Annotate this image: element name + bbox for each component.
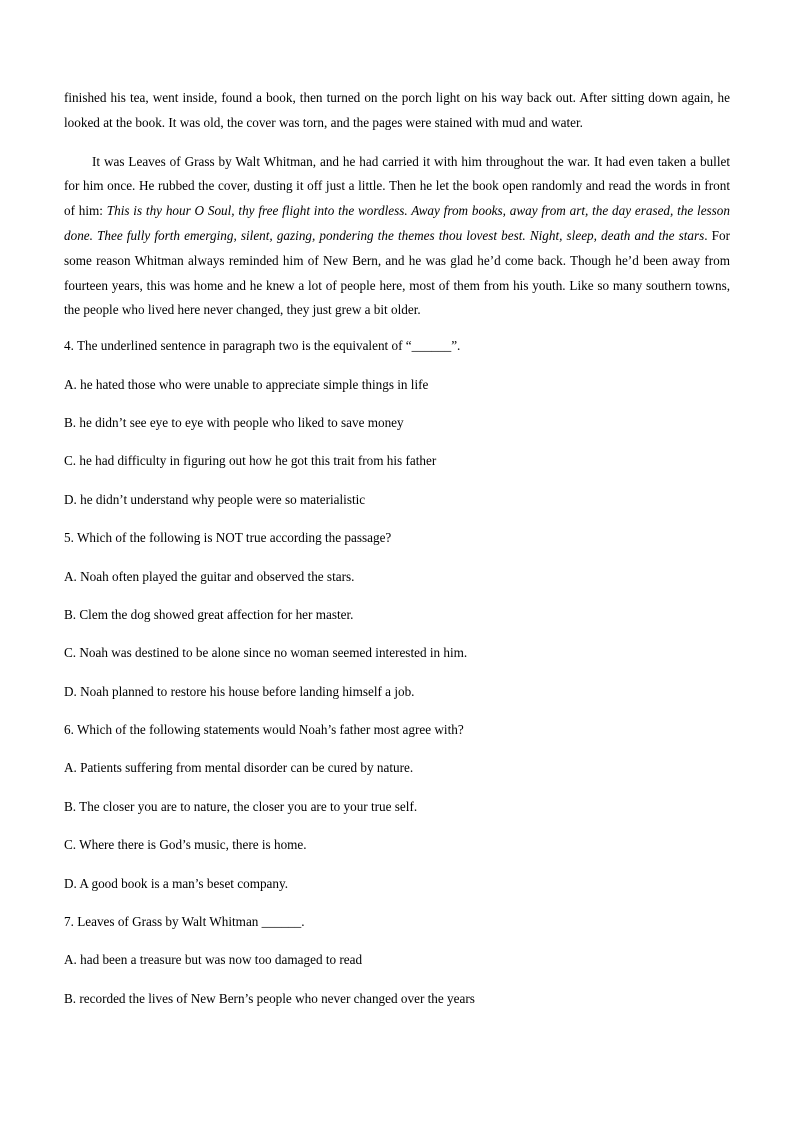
question-5-option-b: B. Clem the dog showed great affection for her master. xyxy=(64,606,354,622)
question-4-option-a: A. he hated those who were unable to appreciate simple things in life xyxy=(64,376,429,392)
passage-paragraph-1: finished his tea, went inside, found a book, then turned on the porch light on his way back out. After sitting down again, he looked at the book. It was old, the cover was torn, and the pages were stained with mud and water. xyxy=(64,90,730,130)
question-5-stem: 5. Which of the following is NOT true according the passage? xyxy=(64,530,392,546)
paragraph-2-text-end: . For some reason Whitman always reminded him of New Bern, and he was glad he’d come back. Though he’d been away from fourteen years, this was home and he knew a lot of people here, most of them from his youth. Like so many southern towns, the people who lived here never changed, they just grew a bit older. xyxy=(64,227,730,318)
question-5-option-a: A. Noah often played the guitar and observed the stars. xyxy=(64,568,355,584)
question-6-option-c: C. Where there is God’s music, there is home. xyxy=(64,837,307,853)
question-7-option-b: B. recorded the lives of New Bern’s people who never changed over the years xyxy=(64,990,475,1006)
question-6-option-d: D. A good book is a man’s beset company. xyxy=(64,875,289,891)
question-4-stem: 4. The underlined sentence in paragraph two is the equivalent of “______”. xyxy=(64,338,461,354)
passage-paragraph-2 xyxy=(64,150,730,324)
question-7-option-a: A. had been a treasure but was now too damaged to read xyxy=(64,952,363,968)
document-page xyxy=(64,86,730,1028)
question-4-option-b: B. he didn’t see eye to eye with people who liked to save money xyxy=(64,414,404,430)
question-5-option-c: C. Noah was destined to be alone since no woman seemed interested in him. xyxy=(64,645,468,661)
whitman-quote: This is thy hour O Soul, thy free flight into the wordless. Away from books, away from art, the day erased, the lesson done. Thee fully forth emerging, silent, gazing, pondering the themes thou lovest best. Night, sleep, death and the stars xyxy=(64,203,730,243)
question-5-option-d: D. Noah planned to restore his house before landing himself a job. xyxy=(64,683,415,699)
question-4-option-c: C. he had difficulty in figuring out how he got this trait from his father xyxy=(64,453,437,469)
question-6-stem: 6. Which of the following statements would Noah’s father most agree with? xyxy=(64,722,464,738)
question-6-option-a: A. Patients suffering from mental disorder can be cured by nature. xyxy=(64,760,414,776)
paragraph-2-text-start: It was Leaves of Grass by Walt Whitman, and he had carried it with him throughout the war. It had even taken a bullet for him once. He rubbed the cover, dusting it off just a little. Then he let the book open randomly and read the words in front of him: xyxy=(64,153,730,219)
question-4-option-d: D. he didn’t understand why people were so materialistic xyxy=(64,491,366,507)
question-6-option-b: B. The closer you are to nature, the closer you are to your true self. xyxy=(64,798,418,814)
question-7-stem: 7. Leaves of Grass by Walt Whitman ______. xyxy=(64,914,305,930)
